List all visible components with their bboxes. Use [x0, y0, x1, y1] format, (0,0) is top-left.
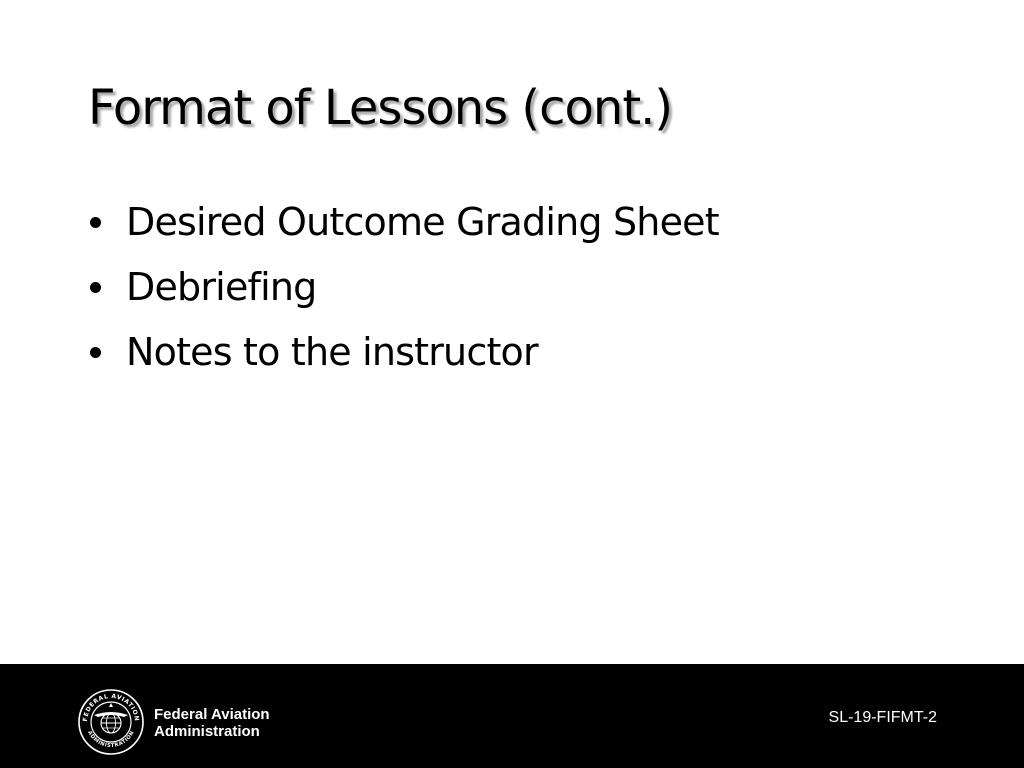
svg-text:ADMINISTRATION: ADMINISTRATION: [86, 729, 136, 750]
bullet-label: Debriefing: [126, 265, 317, 309]
agency-name-line2: Administration: [154, 723, 260, 740]
bullet-label: Notes to the instructor: [126, 330, 538, 374]
agency-name: [154, 706, 270, 740]
bullet-dot-icon: [90, 282, 101, 293]
slide-id: SL-19-FIFMT-2: [828, 709, 937, 726]
agency-name-line1: Federal Aviation: [154, 706, 270, 723]
bullet-label: Desired Outcome Grading Sheet: [126, 200, 719, 244]
faa-seal-icon: [78, 689, 144, 755]
footer-bar: [0, 664, 1024, 768]
bullet-dot-icon: [90, 217, 101, 228]
slide-title: Format of Lessons (cont.): [88, 80, 673, 136]
svg-text:FEDERAL AVIATION: FEDERAL AVIATION: [81, 692, 141, 722]
bullet-dot-icon: [90, 347, 101, 358]
